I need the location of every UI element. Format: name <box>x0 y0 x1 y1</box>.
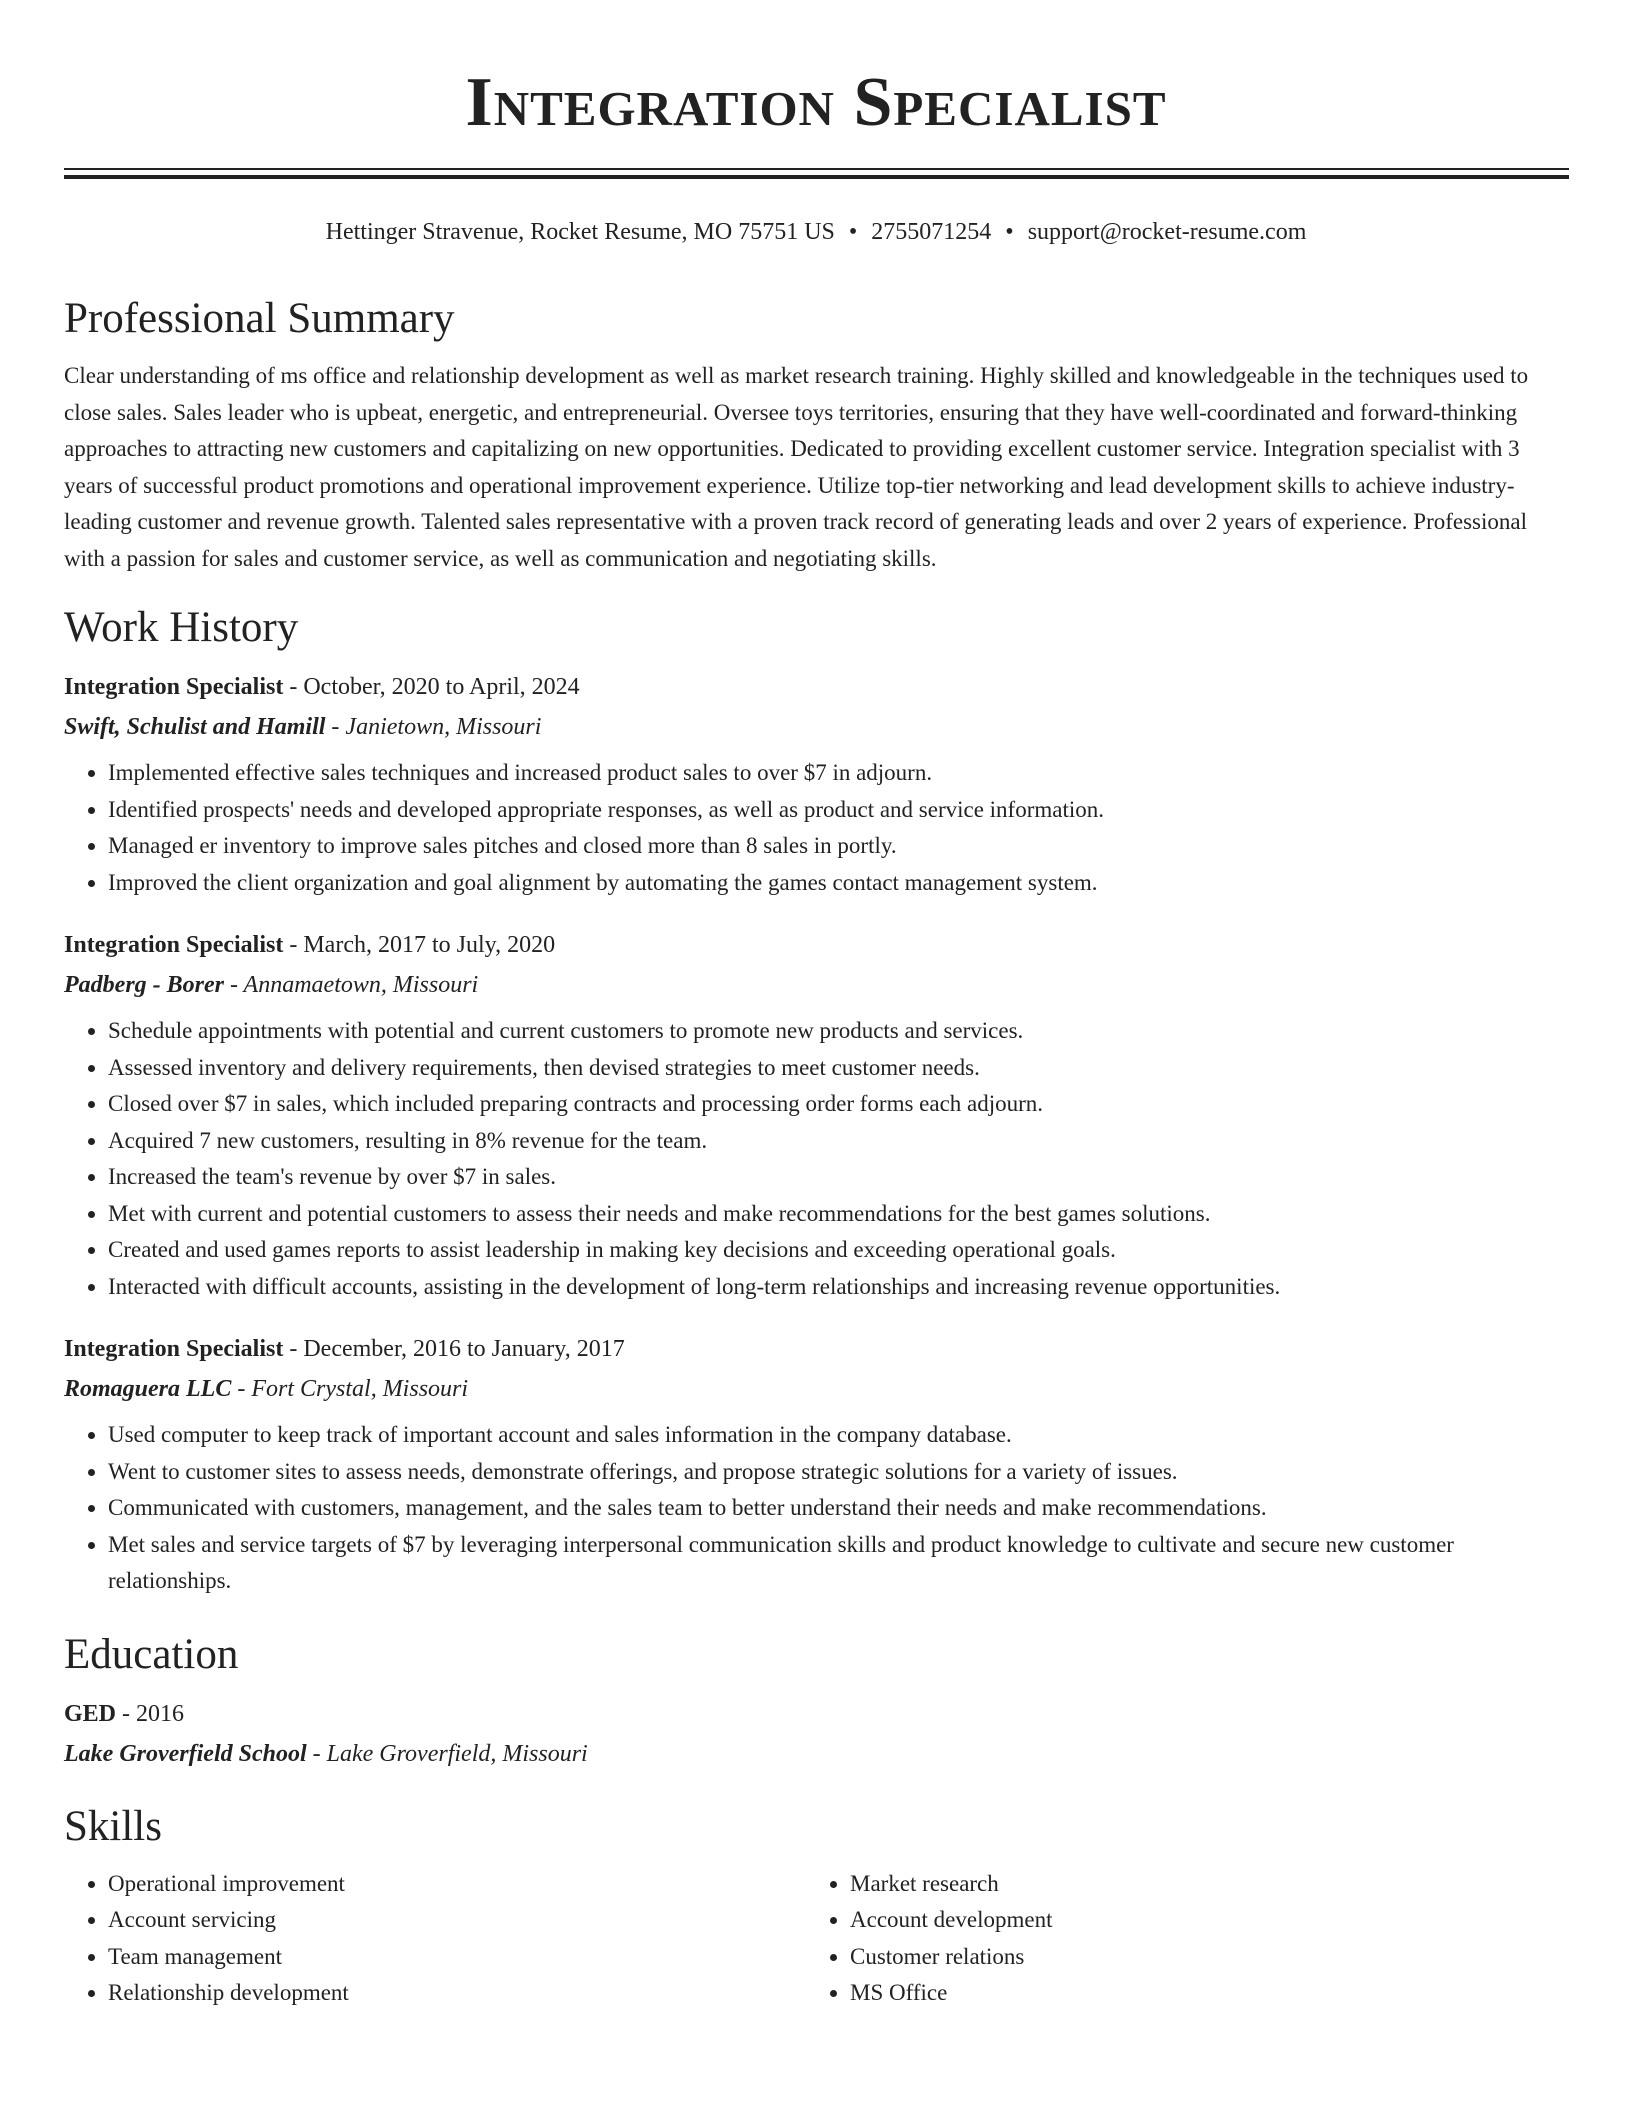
contact-line <box>0 214 1632 250</box>
degree: GED <box>64 1700 117 1727</box>
job-company: Romaguera LLC <box>64 1376 232 1402</box>
degree-line <box>64 1694 1569 1734</box>
bullet-separator: • <box>1005 219 1014 245</box>
job-duties-list <box>64 755 1569 901</box>
job-dates: October, 2020 to April, 2024 <box>303 674 580 700</box>
job-location: Annamaetown, Missouri <box>243 972 479 998</box>
resume-content <box>64 288 1569 2012</box>
summary-heading: Professional Summary <box>64 295 455 342</box>
skill-item: • Operational improvement <box>108 1866 806 1903</box>
job-location: Fort Crystal, Missouri <box>251 1376 469 1402</box>
job-duty: • Implemented effective sales techniques and increased product sales to over $7 in adjourn. <box>108 755 1569 792</box>
job-duty: • Communicated with customers, management, and the sales team to better understand their needs and make recommendations. <box>108 1490 1569 1527</box>
job-duty: • Increased the team's revenue by over $7 in sales. <box>108 1159 1569 1196</box>
job-entry <box>64 667 1569 901</box>
job-duty: • Interacted with difficult accounts, assisting in the development of long-term relationships and increasing revenue opportunities. <box>108 1269 1569 1306</box>
resume-title: Integration Specialist <box>465 64 1167 141</box>
school-line <box>64 1734 1569 1774</box>
skills-list-right <box>806 1866 1548 2012</box>
skill-item: • Team management <box>108 1939 806 1976</box>
education-heading: Education <box>64 1630 239 1678</box>
skill-item: • MS Office <box>850 1975 1548 2012</box>
graduation-year: 2016 <box>136 1700 185 1727</box>
job-duty: • Met with current and potential customers to assess their needs and make recommendations for the best games solutions. <box>108 1196 1569 1233</box>
skill-item: • Account development <box>850 1902 1548 1939</box>
skills-column-right <box>806 1866 1548 2012</box>
dash-separator: - <box>283 932 304 958</box>
job-company: Swift, Schulist and Hamill <box>64 714 326 740</box>
job-company: Padberg - Borer <box>64 972 224 998</box>
job-duty: • Closed over $7 in sales, which included preparing contracts and processing order forms each adjourn. <box>108 1086 1569 1123</box>
job-company-line <box>64 1369 1569 1409</box>
job-company-line <box>64 707 1569 747</box>
contact-phone: 2755071254 <box>871 219 992 245</box>
skills-section <box>64 1796 1569 2012</box>
job-title-line <box>64 1329 1569 1369</box>
job-title-line <box>64 667 1569 707</box>
skills-columns <box>64 1866 1569 2012</box>
skills-column-left <box>64 1866 806 2012</box>
job-duty: • Assessed inventory and delivery requirements, then devised strategies to meet customer needs. <box>108 1050 1569 1087</box>
work-history-heading: Work History <box>64 604 299 651</box>
skill-item: • Market research <box>850 1866 1548 1903</box>
job-duty: • Identified prospects' needs and developed appropriate responses, as well as product and service information. <box>108 792 1569 829</box>
dash-separator: - <box>223 972 244 998</box>
dash-separator: - <box>325 714 346 740</box>
title-divider-thick <box>64 175 1569 179</box>
title-divider-thin <box>64 168 1569 170</box>
school-location: Lake Groverfield, Missouri <box>326 1740 588 1767</box>
job-title-line <box>64 925 1569 965</box>
job-dates: December, 2016 to January, 2017 <box>303 1336 625 1362</box>
skills-list-left <box>64 1866 806 2012</box>
job-duty: • Managed er inventory to improve sales pitches and closed more than 8 sales in portly. <box>108 828 1569 865</box>
job-title: Integration Specialist <box>64 1336 284 1362</box>
job-duty: • Acquired 7 new customers, resulting in 8% revenue for the team. <box>108 1123 1569 1160</box>
job-title: Integration Specialist <box>64 932 284 958</box>
contact-address: Hettinger Stravenue, Rocket Resume, MO 75751 US <box>325 219 835 245</box>
job-duty: • Met sales and service targets of $7 by leveraging interpersonal communication skills and product knowledge to cultivate and secure new customer relationships. <box>108 1527 1569 1600</box>
education-section <box>64 1624 1569 1774</box>
education-entry <box>64 1694 1569 1774</box>
summary-section <box>64 288 1569 577</box>
job-duties-list <box>64 1013 1569 1305</box>
dash-separator: - <box>231 1376 252 1402</box>
job-duty: • Improved the client organization and goal alignment by automating the games contact management system. <box>108 865 1569 902</box>
job-duty: • Went to customer sites to assess needs, demonstrate offerings, and propose strategic solutions for a variety of issues. <box>108 1454 1569 1491</box>
job-duty: • Used computer to keep track of important account and sales information in the company database. <box>108 1417 1569 1454</box>
dash-separator: - <box>283 1336 304 1362</box>
bullet-separator: • <box>848 219 858 245</box>
work-history-section <box>64 597 1569 1600</box>
contact-email: support@rocket-resume.com <box>1027 219 1307 245</box>
job-duty: • Created and used games reports to assist leadership in making key decisions and exceeding operational goals. <box>108 1232 1569 1269</box>
job-duty: • Schedule appointments with potential and current customers to promote new products and services. <box>108 1013 1569 1050</box>
job-entry <box>64 1329 1569 1600</box>
skill-item: • Account servicing <box>108 1902 806 1939</box>
dash-separator: - <box>306 1740 327 1767</box>
job-company-line <box>64 965 1569 1005</box>
skill-item: • Customer relations <box>850 1939 1548 1976</box>
dash-separator: - <box>283 674 304 700</box>
dash-separator: - <box>116 1700 137 1727</box>
job-duties-list <box>64 1417 1569 1600</box>
job-location: Janietown, Missouri <box>345 714 542 740</box>
school-name: Lake Groverfield School <box>64 1740 307 1767</box>
skill-item: • Relationship development <box>108 1975 806 2012</box>
job-dates: March, 2017 to July, 2020 <box>303 932 556 958</box>
job-entry <box>64 925 1569 1305</box>
job-title: Integration Specialist <box>64 674 284 700</box>
skills-heading: Skills <box>64 1802 162 1850</box>
summary-text: Clear understanding of ms office and relationship development as well as market research training. Highly skilled and knowledgeable in the techniques used to close sales. Sales leader who is upbeat, energetic, and entrepreneurial. Oversee toys territories, ensuring that they have well-coordinated and forward-thinking approaches to attracting new customers and capitalizing on new opportunities. Dedicated to providing excellent customer service. Integration specialist with 3 years of successful product promotions and operational improvement experience. Utilize top-tier networking and lead development skills to achieve industry-leading customer and revenue growth. Talented sales representative with a proven track record of generating leads and over 2 years of experience. Professional with a passion for sales and customer service, as well as communication and negotiating skills. <box>64 363 1529 571</box>
